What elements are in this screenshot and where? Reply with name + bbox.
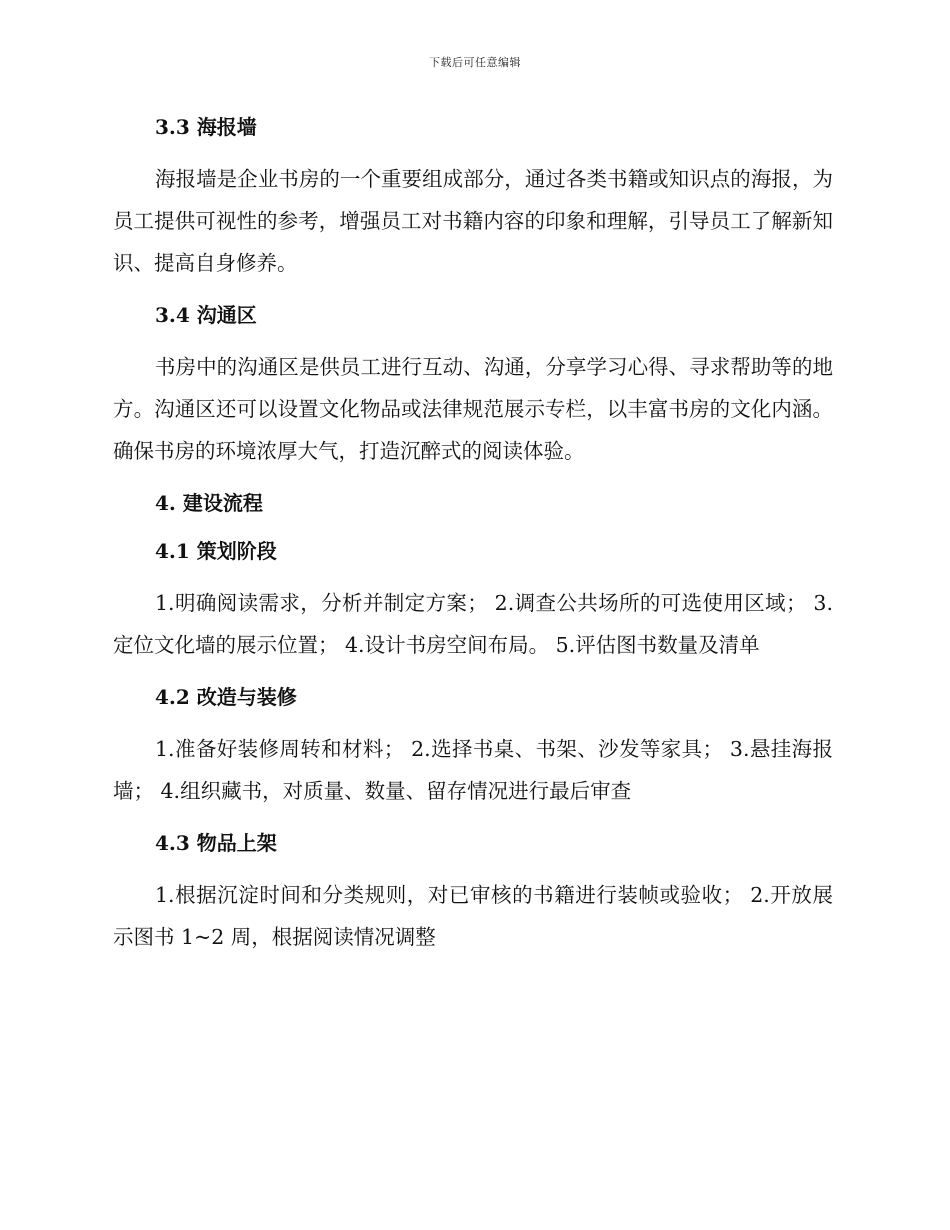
section-paragraph-3-4: 书房中的沟通区是供员工进行互动、沟通，分享学习心得、寻求帮助等的地方。沟通区还可以设置文化物品或法律规范展示专栏，以丰富书房的文化内涵。确保书房的环境浓厚大气，打造沉醉式的阅读体验。 (113, 355, 833, 463)
section-heading-4-1: 4.1 策划阶段 (155, 539, 277, 563)
section-paragraph-4-1: 1.明确阅读需求，分析并制定方案； 2.调查公共场所的可选使用区域； 3.定位文化墙的展示位置； 4.设计书房空间布局。 5.评估图书数量及清单 (113, 591, 833, 657)
section-paragraph-3-3: 海报墙是企业书房的一个重要组成部分，通过各类书籍或知识点的海报，为员工提供可视性的参考，增强员工对书籍内容的印象和理解，引导员工了解新知识、提高自身修养。 (113, 167, 833, 275)
section-heading-3-3: 3.3 海报墙 (155, 115, 257, 139)
document-body (113, 110, 833, 958)
section-heading-4-2: 4.2 改造与装修 (155, 685, 297, 709)
header-note: 下载后可任意编辑 (429, 56, 521, 69)
section-heading-4: 4. 建设流程 (155, 491, 263, 515)
section-paragraph-4-3: 1.根据沉淀时间和分类规则，对已审核的书籍进行装帧或验收； 2.开放展示图书 1~2 周，根据阅读情况调整 (113, 883, 833, 949)
section-heading-3-4: 3.4 沟通区 (155, 303, 257, 327)
section-paragraph-4-2: 1.准备好装修周转和材料； 2.选择书桌、书架、沙发等家具； 3.悬挂海报墙； 4.组织藏书，对质量、数量、留存情况进行最后审查 (113, 737, 833, 803)
section-heading-4-3: 4.3 物品上架 (155, 831, 277, 855)
